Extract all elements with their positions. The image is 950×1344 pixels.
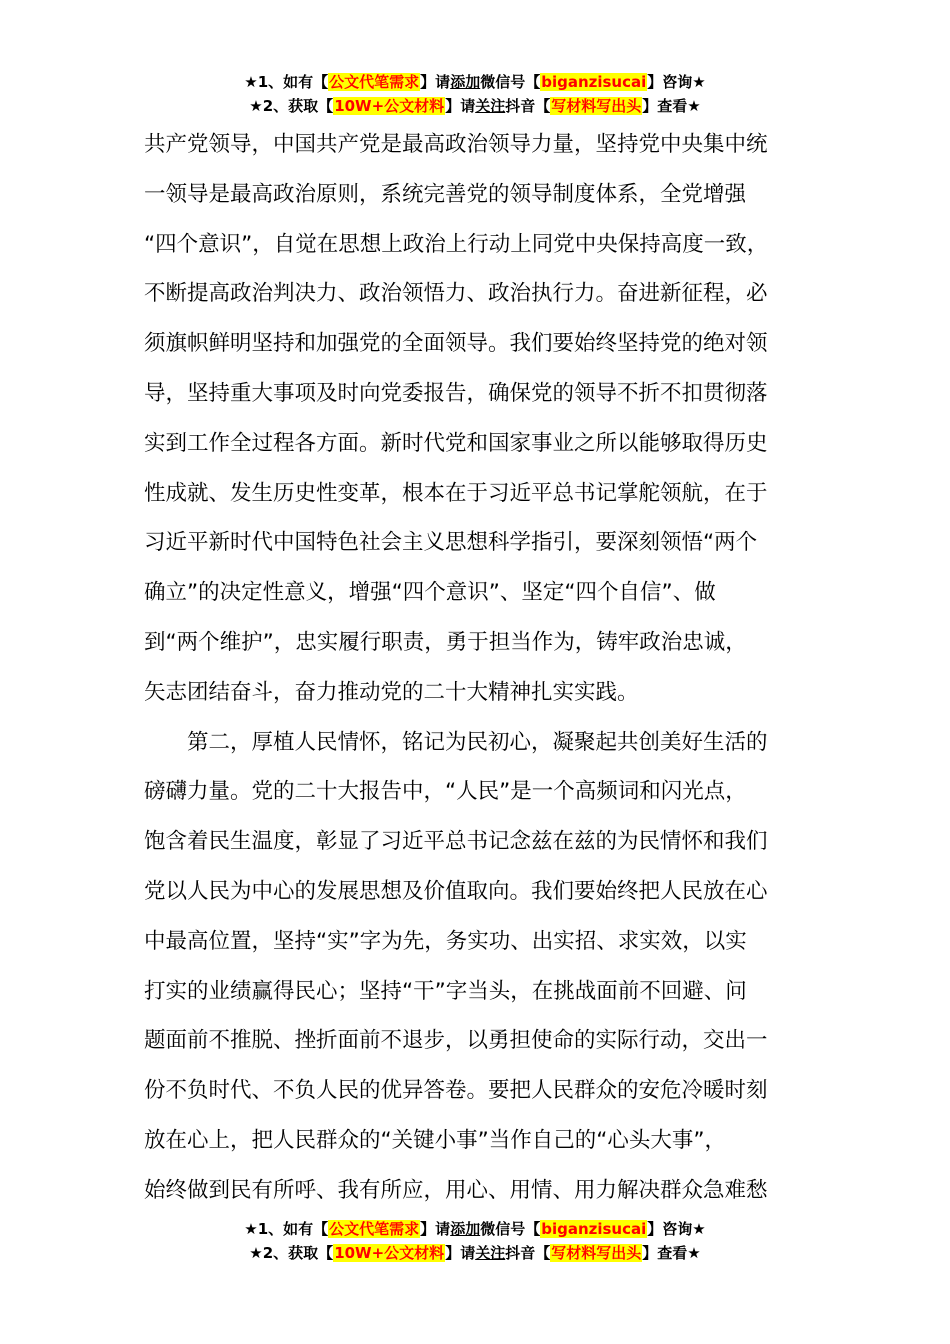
banner-text: 微信号【	[480, 73, 541, 91]
banner-text: 抖音【	[505, 97, 551, 115]
highlight-text: 公文代笔需求	[329, 73, 420, 91]
banner-text: 】咨询★	[647, 73, 706, 91]
wechat-id-highlight: biganzisucai	[541, 73, 647, 91]
douyin-name-highlight: 写材料写出头	[551, 97, 642, 115]
text-line: 习近平新时代中国特色社会主义思想科学指引，要深刻领悟“两个	[144, 530, 758, 556]
text-line: 打实的业绩赢得民心；坚持“干”字当头，在挑战面前不回避、问	[144, 978, 747, 1004]
banner-text: ★2、获取【	[249, 97, 334, 115]
text-line: 共产党领导，中国共产党是最高政治领导力量，坚持党中央集中统	[144, 132, 768, 157]
underlined-text: 添加	[450, 1220, 481, 1238]
douyin-name-highlight: 写材料写出头	[551, 1244, 642, 1262]
text-line: 磅礴力量。党的二十大报告中，“人民”是一个高频词和闪光点，	[144, 779, 747, 805]
banner-text: 】请	[420, 73, 451, 91]
text-line: 导，坚持重大事项及时向党委报告，确保党的领导不折不扣贯彻落	[144, 380, 768, 406]
footer-banner	[0, 1217, 950, 1265]
highlight-text: 公文代笔需求	[329, 1220, 420, 1238]
underlined-text: 关注	[475, 1244, 506, 1262]
document-body	[144, 120, 824, 1216]
banner-text: ★1、如有【	[244, 73, 329, 91]
text-line: 不断提高政治判决力、政治领悟力、政治执行力。奋进新征程，必	[144, 281, 768, 307]
text-line: 一领导是最高政治原则，系统完善党的领导制度体系，全党增强	[144, 181, 747, 207]
text-line: 到“两个维护”，忠实履行职责，勇于担当作为，铸牢政治忠诚，	[144, 629, 747, 655]
highlight-text: 10W+公文材料	[334, 97, 445, 115]
underlined-text: 关注	[475, 97, 506, 115]
header-banner	[0, 70, 950, 118]
banner-line-1	[0, 70, 950, 94]
paragraph-start-line: 第二，厚植人民情怀，铭记为民初心，凝聚起共创美好生活的	[187, 729, 768, 755]
text-line: 确立”的决定性意义，增强“四个意识”、坚定“四个自信”、做	[144, 580, 716, 606]
banner-text: 抖音【	[505, 1244, 551, 1262]
banner-text: 】请	[445, 97, 476, 115]
text-line: 党以人民为中心的发展思想及价值取向。我们要始终把人民放在心	[144, 878, 768, 904]
underlined-text: 添加	[450, 73, 481, 91]
banner-text: 】请	[420, 1220, 451, 1238]
banner-line-1	[0, 1217, 950, 1241]
text-line: “四个意识”，自觉在思想上政治上行动上同党中央保持高度一致，	[144, 231, 769, 257]
banner-text: 】查看★	[642, 1244, 701, 1262]
banner-text: 】咨询★	[647, 1220, 706, 1238]
banner-text: ★2、获取【	[249, 1244, 334, 1262]
banner-text: 】请	[445, 1244, 476, 1262]
text-line: 饱含着民生温度，彰显了习近平总书记念兹在兹的为民情怀和我们	[144, 829, 768, 855]
banner-text: ★1、如有【	[244, 1220, 329, 1238]
text-line: 题面前不推脱、挫折面前不退步，以勇担使命的实际行动，交出一	[144, 1028, 768, 1054]
text-line: 份不负时代、不负人民的优异答卷。要把人民群众的安危冷暖时刻	[144, 1078, 768, 1104]
text-line: 性成就、发生历史性变革，根本在于习近平总书记掌舵领航，在于	[144, 480, 768, 506]
text-line: 实到工作全过程各方面。新时代党和国家事业之所以能够取得历史	[144, 430, 768, 456]
text-line: 放在心上，把人民群众的“关键小事”当作自己的“心头大事”，	[144, 1127, 727, 1153]
highlight-text: 10W+公文材料	[334, 1244, 445, 1262]
text-line: 矢志团结奋斗，奋力推动党的二十大精神扎实实践。	[144, 679, 639, 705]
text-line: 中最高位置，坚持“实”字为先，务实功、出实招、求实效，以实	[144, 928, 747, 954]
wechat-id-highlight: biganzisucai	[541, 1220, 647, 1238]
text-line: 始终做到民有所呼、我有所应，用心、用情、用力解决群众急难愁	[144, 1177, 768, 1203]
banner-line-2	[0, 94, 950, 118]
banner-text: 微信号【	[480, 1220, 541, 1238]
banner-line-2	[0, 1241, 950, 1265]
text-line: 须旗帜鲜明坚持和加强党的全面领导。我们要始终坚持党的绝对领	[144, 331, 768, 357]
banner-text: 】查看★	[642, 97, 701, 115]
